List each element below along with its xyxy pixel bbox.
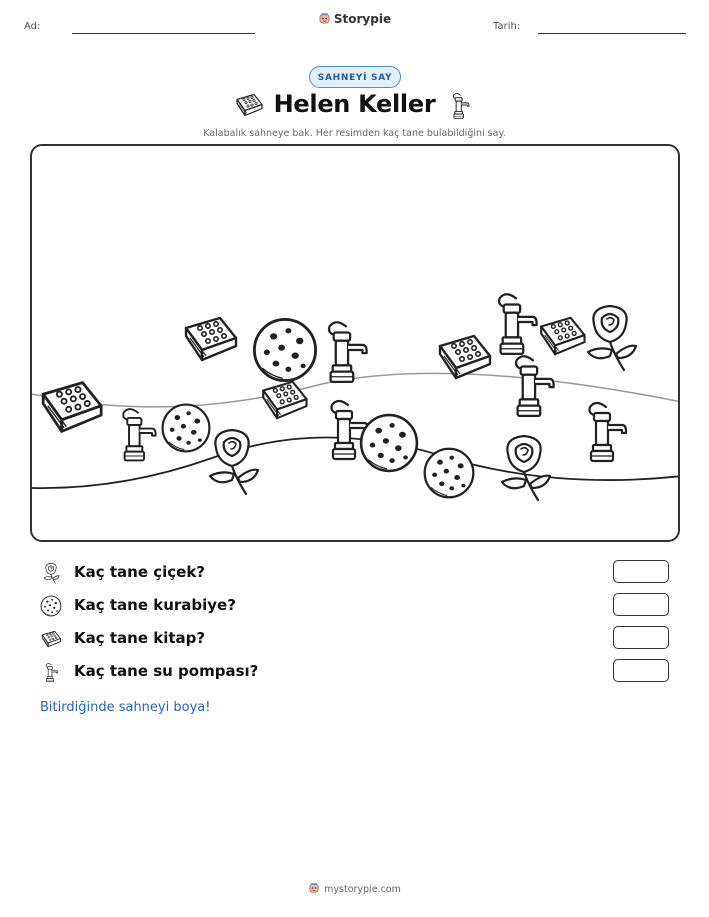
storypie-logo-icon: [318, 12, 331, 25]
rose-icon: [40, 562, 62, 584]
cookie-icon[interactable]: [163, 405, 210, 452]
storypie-logo-icon: [308, 882, 320, 894]
answer-box-books[interactable]: [613, 626, 669, 649]
date-label: Tarih:: [493, 21, 521, 32]
question-water-pumps: Kaç tane su pompası?: [74, 662, 259, 680]
book-icon[interactable]: [541, 318, 584, 354]
footer-url[interactable]: mystorypie.com: [324, 884, 401, 895]
water-pump-icon: [40, 661, 62, 683]
water-pump-icon[interactable]: [329, 322, 367, 382]
brand-name: Storypie: [333, 12, 392, 26]
date-line[interactable]: [538, 33, 686, 34]
cookie-icon: [40, 595, 62, 617]
cookie-icon[interactable]: [361, 415, 417, 471]
question-flowers: Kaç tane çiçek?: [74, 563, 206, 581]
water-pump-icon[interactable]: [590, 403, 627, 461]
finish-instruction: Bitirdiğinde sahneyi boya!: [40, 700, 211, 715]
water-pump-icon: [445, 90, 475, 120]
answer-box-water-pumps[interactable]: [613, 659, 669, 682]
counting-scene[interactable]: [30, 144, 680, 542]
book-icon[interactable]: [440, 336, 490, 378]
scene-illustration: [32, 146, 680, 542]
book-icon[interactable]: [186, 318, 236, 360]
brand-logo-text: [0, 12, 709, 26]
answer-box-cookies[interactable]: [613, 593, 669, 616]
answer-box-flowers[interactable]: [613, 560, 669, 583]
name-line[interactable]: [72, 33, 255, 34]
name-label: Ad:: [24, 21, 41, 32]
rose-icon[interactable]: [588, 306, 636, 370]
book-icon[interactable]: [263, 382, 306, 418]
rose-icon[interactable]: [210, 430, 258, 494]
cookie-icon[interactable]: [425, 449, 474, 498]
activity-badge: SAHNEYİ SAY: [309, 66, 401, 88]
water-pump-icon[interactable]: [516, 356, 554, 416]
page-title: Helen Keller: [273, 90, 436, 118]
instructions: Kalabalık sahneye bak. Her resimden kaç tane bulabildiğini say.: [203, 128, 506, 139]
book-icon: [40, 628, 62, 650]
water-pump-icon[interactable]: [123, 409, 155, 460]
question-books: Kaç tane kitap?: [74, 629, 206, 647]
footer: [0, 882, 709, 895]
book-icon[interactable]: [43, 383, 101, 432]
cookie-icon[interactable]: [254, 319, 315, 380]
rose-icon[interactable]: [502, 436, 550, 500]
water-pump-icon[interactable]: [499, 294, 537, 354]
question-cookies: Kaç tane kurabiye?: [74, 596, 236, 614]
